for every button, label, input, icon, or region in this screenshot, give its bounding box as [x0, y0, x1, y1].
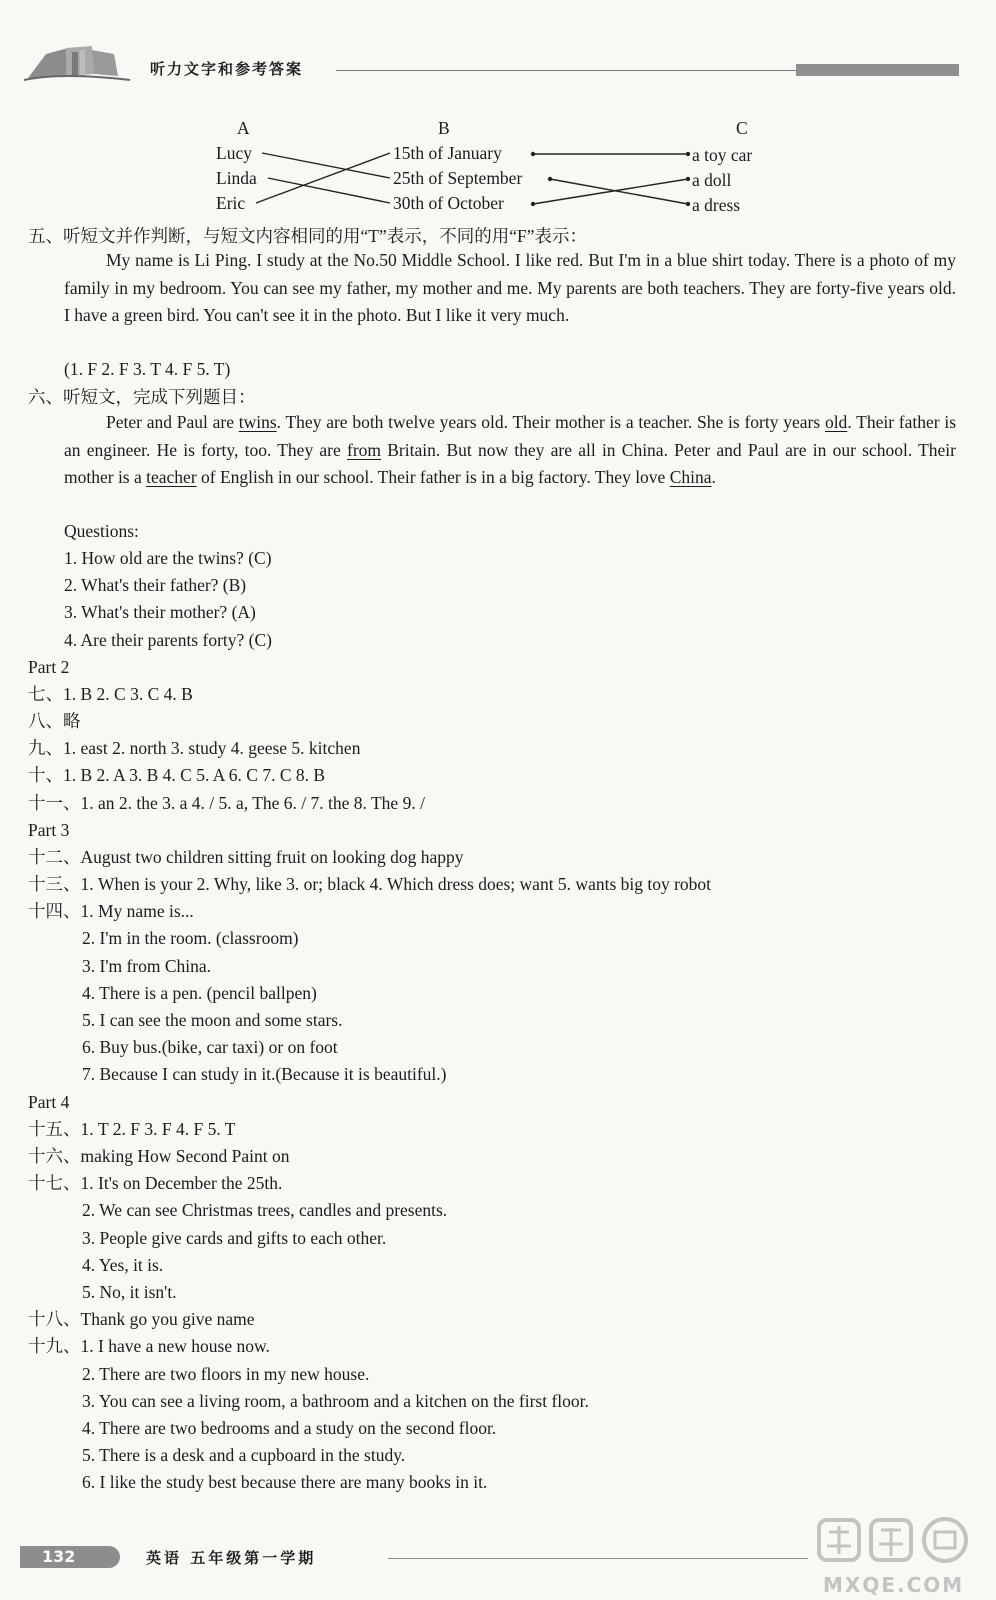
- header: [0, 0, 996, 95]
- answer-line-8: 八、略: [28, 711, 81, 731]
- section-5-passage: My name is Li Ping. I study at the No.50 Middle School. I like red. But I'm in a blue shirt today. There is a photo of my family in my bedroom. You can see my father, my mother and me. My parents are both teachers. They are forty-five years old. I have a green bird. You can't see it in the photo. But I like it very much.: [64, 250, 956, 325]
- answer-line-12: 十二、August two children sitting fruit on looking dog happy: [28, 847, 464, 867]
- answer-line-14-7: 7. Because I can study in it.(Because it is beautiful.): [82, 1064, 447, 1084]
- matching-lines: [0, 110, 996, 220]
- gift-dress: a dress: [692, 195, 741, 215]
- answer-line-16: 十六、making How Second Paint on: [28, 1146, 290, 1166]
- answer-line-15: 十五、1. T 2. F 3. F 4. F 5. T: [28, 1119, 236, 1139]
- date-september: 25th of September: [393, 168, 523, 188]
- questions-label: Questions:: [64, 521, 139, 541]
- col-c-header: C: [736, 118, 748, 138]
- answer-line-17-1: 十七、1. It's on December the 25th.: [28, 1173, 283, 1193]
- name-linda: Linda: [216, 168, 257, 188]
- answer-line-7: 七、1. B 2. C 3. C 4. B: [28, 684, 193, 704]
- question-4: 4. Are their parents forty? (C): [64, 630, 272, 650]
- footer-rule: [388, 1558, 808, 1559]
- footer: [0, 1510, 996, 1600]
- part-3-label: Part 3: [28, 820, 70, 840]
- question-2: 2. What's their father? (B): [64, 575, 247, 595]
- header-bar: [796, 64, 959, 76]
- name-eric: Eric: [216, 193, 246, 213]
- answer-line-13: 十三、1. When is your 2. Why, like 3. or; black 4. Which dress does; want 5. wants big toy robot: [28, 874, 712, 894]
- matching-exercise: [0, 110, 996, 220]
- name-lucy: Lucy: [216, 143, 252, 163]
- date-january: 15th of January: [393, 143, 502, 163]
- answer-line-17-3: 3. People give cards and gifts to each other.: [82, 1228, 387, 1248]
- line-linda-october: [268, 178, 390, 203]
- answer-line-19-6: 6. I like the study best because there are many books in it.: [82, 1472, 488, 1492]
- watermark-text: MXQE.COM: [823, 1573, 965, 1597]
- page-number: 132: [42, 1547, 76, 1566]
- answer-line-14-5: 5. I can see the moon and some stars.: [82, 1010, 343, 1030]
- gift-toy-car: a toy car: [692, 145, 753, 165]
- section-5-answers: (1. F 2. F 3. T 4. F 5. T): [64, 359, 231, 379]
- answer-line-19-3: 3. You can see a living room, a bathroom and a kitchen on the first floor.: [82, 1391, 589, 1411]
- answer-line-19-4: 4. There are two bedrooms and a study on the second floor.: [82, 1418, 497, 1438]
- col-a-header: A: [237, 118, 250, 138]
- gift-doll: a doll: [692, 170, 732, 190]
- line-eric-january: [256, 153, 390, 203]
- watermark-answer-circle-icon: [815, 1514, 975, 1568]
- answer-line-14-2: 2. I'm in the room. (classroom): [82, 928, 299, 948]
- section-5-heading: 五、听短文并作判断，与短文内容相同的用“T”表示，不同的用“F”表示：: [28, 226, 587, 246]
- question-3: 3. What's their mother? (A): [64, 602, 256, 622]
- answer-line-11: 十一、1. an 2. the 3. a 4. / 5. a, The 6. / 7. the 8. The 9. /: [28, 793, 425, 813]
- answer-line-17-2: 2. We can see Christmas trees, candles and presents.: [82, 1200, 448, 1220]
- answer-line-17-5: 5. No, it isn't.: [82, 1282, 177, 1302]
- part-4-label: Part 4: [28, 1092, 70, 1112]
- answer-line-18: 十八、Thank go you give name: [28, 1309, 255, 1329]
- part-2-label: Part 2: [28, 657, 70, 677]
- answer-line-19-1: 十九、1. I have a new house now.: [28, 1336, 270, 1356]
- col-b-header: B: [438, 118, 450, 138]
- section-6-heading: 六、听短文，完成下列题目：: [28, 387, 256, 407]
- answer-line-14-3: 3. I'm from China.: [82, 956, 212, 976]
- answer-line-19-5: 5. There is a desk and a cupboard in the study.: [82, 1445, 406, 1465]
- header-title: 听力文字和参考答案: [150, 60, 304, 78]
- answer-line-9: 九、1. east 2. north 3. study 4. geese 5. kitchen: [28, 738, 361, 758]
- line-lucy-september: [262, 153, 390, 178]
- watermark-logo: [815, 1514, 975, 1597]
- answer-line-14-6: 6. Buy bus.(bike, car taxi) or on foot: [82, 1037, 338, 1057]
- footer-subject: 英语 五年级第一学期: [146, 1549, 317, 1567]
- header-rule: [336, 70, 796, 71]
- date-october: 30th of October: [393, 193, 504, 213]
- answer-line-17-4: 4. Yes, it is.: [82, 1255, 164, 1275]
- answer-line-14-4: 4. There is a pen. (pencil ballpen): [82, 983, 317, 1003]
- answer-line-14-1: 十四、1. My name is...: [28, 901, 194, 921]
- question-1: 1. How old are the twins? (C): [64, 548, 272, 568]
- books-decoration-icon: [22, 40, 134, 84]
- answer-line-10: 十、1. B 2. A 3. B 4. C 5. A 6. C 7. C 8. B: [28, 765, 326, 785]
- section-6-passage: Peter and Paul are twins. They are both twelve years old. Their mother is a teacher. She is forty years old. Their father is an engineer. He is forty, too. They are from Britain. But now they are all in China. Peter and Paul are in our school. Their mother is a teacher of English in our school. Their father is in a big factory. They love China.: [64, 412, 957, 487]
- answer-line-19-2: 2. There are two floors in my new house.: [82, 1364, 370, 1384]
